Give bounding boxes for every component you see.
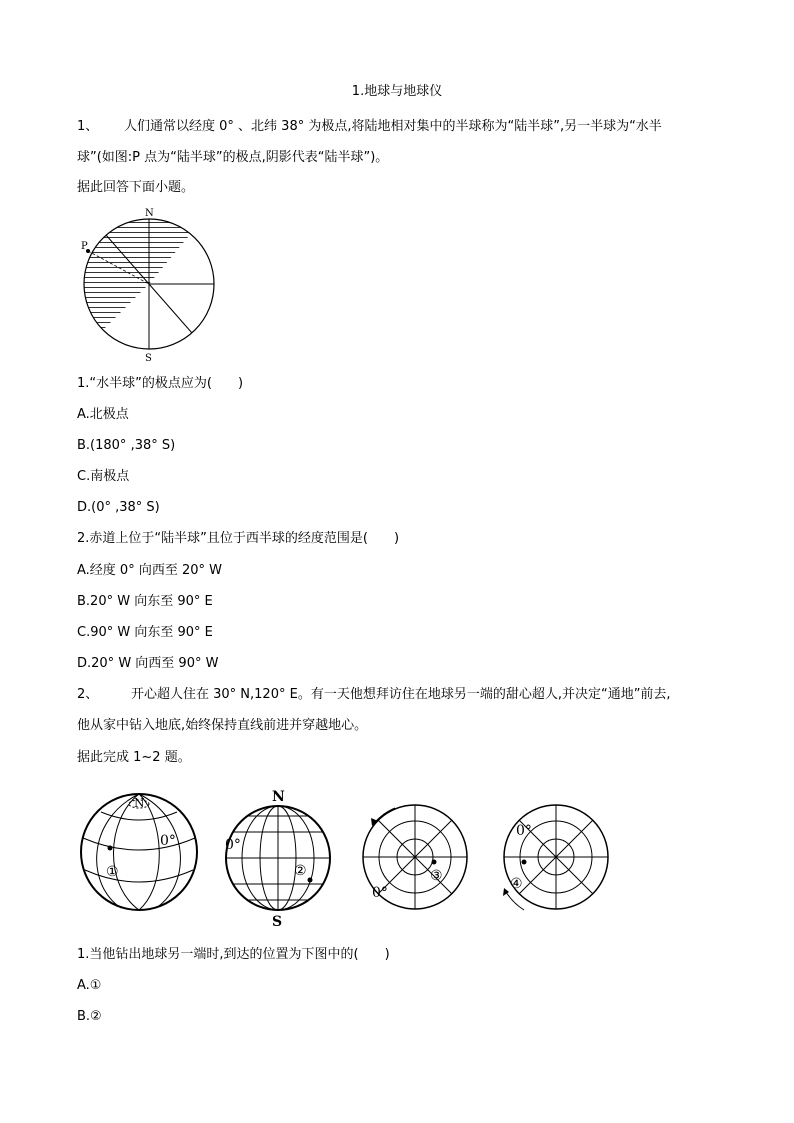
g1-label-zero: 0° xyxy=(160,833,176,849)
q1-sub2-option-c[interactable]: C.90° W 向东至 90° E xyxy=(77,625,213,640)
land-hemisphere-shading xyxy=(78,219,203,365)
q1-sub1-option-a[interactable]: A.北极点 xyxy=(77,407,129,422)
polar-figure-4 xyxy=(496,800,626,924)
polar-figure-3 xyxy=(350,800,480,919)
globe-figure-2 xyxy=(222,786,342,935)
q2-intro-line2: 他从家中钻入地底,始终保持直线前进并穿越地心。 xyxy=(77,718,368,733)
label-p: P xyxy=(81,241,88,252)
q1-sub2-option-a[interactable]: A.经度 0° 向西至 20° W xyxy=(77,563,222,578)
g3-label-zero: 0° xyxy=(372,885,388,901)
q1-sub1-option-b[interactable]: B.(180° ,38° S) xyxy=(77,438,176,453)
q2-number: 2、 xyxy=(77,687,99,702)
label-n: N xyxy=(145,208,154,219)
q1-sub1-option-d[interactable]: D.(0° ,38° S) xyxy=(77,500,160,515)
q2-intro-line1: 开心超人住在 30° N,120° E。有一天他想拜访住在地球另一端的甜心超人,并决定“通地”前去, xyxy=(131,687,671,702)
q1-intro-line2: 球”(如图:P 点为“陆半球”的极点,阴影代表“陆半球”)。 xyxy=(77,150,389,165)
q2-sub1-option-a[interactable]: A.① xyxy=(77,978,102,993)
land-hemisphere-figure xyxy=(78,205,228,369)
g4-mark: ④ xyxy=(510,876,523,892)
q2-sub1-option-b[interactable]: B.② xyxy=(77,1009,102,1024)
q1-sub1-option-c[interactable]: C.南极点 xyxy=(77,469,130,484)
g2-label-s: S xyxy=(272,914,283,930)
g1-label-n: N xyxy=(134,796,145,810)
g2-mark: ② xyxy=(294,863,307,879)
q1-sub1-stem: 1.“水半球”的极点应为( ) xyxy=(77,376,244,391)
g4-label-zero: 0° xyxy=(516,823,532,839)
q1-sub2-option-b[interactable]: B.20° W 向东至 90° E xyxy=(77,594,213,609)
page-title: 1.地球与地球仪 xyxy=(351,84,443,99)
globe-figure-1 xyxy=(76,790,206,919)
g2-label-n: N xyxy=(272,789,285,805)
g3-mark: ③ xyxy=(430,868,443,884)
q1-intro-line1: 人们通常以经度 0° 、北纬 38° 为极点,将陆地相对集中的半球称为“陆半球”,另一半球为“水半 xyxy=(124,119,662,134)
q2-instruction: 据此完成 1~2 题。 xyxy=(77,750,191,765)
q1-sub2-stem: 2.赤道上位于“陆半球”且位于西半球的经度范围是( ) xyxy=(77,531,400,546)
q1-number: 1、 xyxy=(77,119,99,134)
q1-instruction: 据此回答下面小题。 xyxy=(77,180,195,195)
q2-sub1-stem: 1.当他钻出地球另一端时,到达的位置为下图中的( ) xyxy=(77,947,390,962)
q1-sub2-option-d[interactable]: D.20° W 向西至 90° W xyxy=(77,656,219,671)
g1-mark: ① xyxy=(106,864,119,880)
g2-label-zero: 0° xyxy=(225,837,241,853)
label-s: S xyxy=(145,353,152,364)
